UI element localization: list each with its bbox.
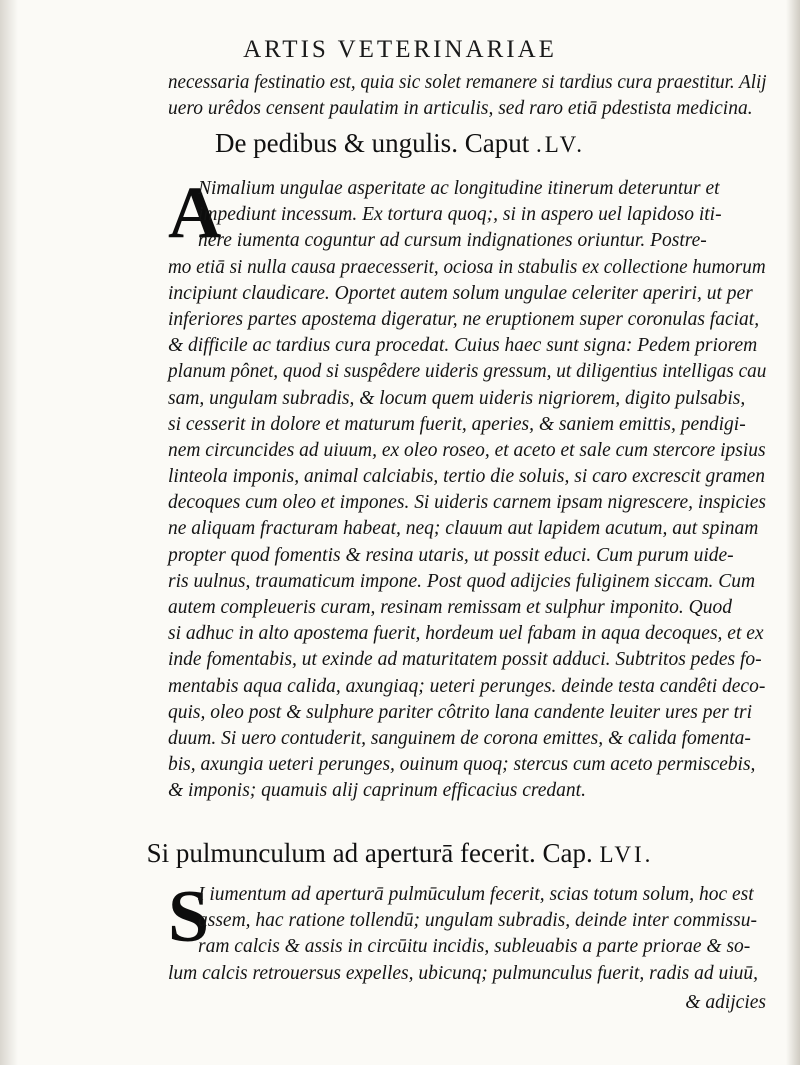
text-line: uero urêdos censent paulatim in articulis, sed raro etiā pdestista medicina.: [168, 98, 753, 120]
text-line: inde fomentabis, ut exinde ad maturitatem possit adduci. Subtritos pedes fo-: [168, 649, 762, 671]
chapter-56-body: [168, 876, 766, 987]
chapter-55-dropcap: A: [168, 172, 222, 254]
text-line: si cesserit in dolore et maturum fuerit, aperies, & saniem emittis, pendigi-: [168, 413, 746, 435]
text-line: & imponis; quamuis alij caprinum efficacius credant.: [168, 780, 586, 802]
text-line: mo etiā si nulla causa praecesserit, ociosa in stabulis ex collectione humorum: [168, 256, 766, 278]
text-line: I iumentum ad aperturā pulmūculum fecerit, scias totum solum, hoc est: [198, 884, 754, 905]
page-edge-shadow-right: [786, 0, 800, 1065]
text-line: assem, hac ratione tollendū; ungulam subradis, deinde inter commissu-: [198, 910, 757, 932]
running-head: ARTIS VETERINARIAE: [243, 36, 557, 63]
text-line: inferiores partes apostema digeratur, ne eruptionem super coronulas faciat,: [168, 308, 760, 330]
text-line: impediunt incessum. Ex tortura quoq;, si in aspero uel lapidoso iti-: [198, 204, 722, 226]
text-line: quis, oleo post & sulphure pariter côtrito lana candente leuiter ures per tri: [168, 701, 753, 723]
chapter-55-title: De pedibus & ungulis.: [214, 128, 458, 158]
text-line: decoques cum oleo et impones. Si uideris carnem ipsam nigrescere, inspicies: [168, 492, 766, 514]
chapter-56-number: LVI.: [599, 842, 654, 867]
catchword: & adijcies: [685, 992, 766, 1013]
chapter-55-number: .LV.: [535, 132, 586, 157]
chapter-56-title: Si pulmunculum ad aperturā fecerit.: [146, 838, 536, 868]
chapter-56-dropcap: S: [168, 876, 210, 958]
text-line: & difficile ac tardius cura procedat. Cuius haec sunt signa: Pedem priorem: [168, 335, 758, 357]
page-edge-shadow-left: [0, 0, 18, 1065]
text-line: sam, ungulam subradis, & locum quem uideris nigriorem, digito pulsabis,: [168, 387, 746, 409]
text-line: duum. Si uero contuderit, sanguinem de corona emittes, & calida fomenta-: [168, 727, 751, 749]
text-line: autem compleueris curam, resinam remissam et sulphur imponito. Quod: [168, 597, 733, 618]
text-line: planum pônet, quod si suspêdere uideris gressum, ut diligentius intelligas cau: [168, 361, 767, 383]
preceding-text: [168, 70, 766, 122]
chapter-55-label: Caput: [464, 128, 530, 158]
text-line: Nimalium ungulae asperitate ac longitudine itinerum deteruntur et: [198, 178, 720, 199]
text-line: si adhuc in alto apostema fuerit, hordeum uel fabam in aqua decoques, et ex: [168, 623, 764, 645]
text-line: ram calcis & assis in circūitu incidis, subleuabis a parte priorae & so-: [198, 936, 751, 958]
text-line: bis, axungia ueteri perunges, ouinum quoq; stercus cum aceto permiscebis,: [168, 754, 756, 776]
text-line: ne aliquam fracturam habeat, neq; clauum aut lapidem acutum, aut spinam: [168, 518, 759, 540]
chapter-56-heading: [0, 838, 800, 869]
text-line: propter quod fomentis & resina utaris, ut possit educi. Cum purum uide-: [168, 544, 734, 566]
text-line: incipiunt claudicare. Oportet autem solum ungulae celeriter aperiri, ut per: [168, 282, 753, 304]
text-line: ris uulnus, traumaticum impone. Post quod adijcies fuliginem siccam. Cum: [168, 570, 756, 592]
text-line: lum calcis retrouersus expelles, ubicunq; pulmunculus fuerit, radis ad uiuū,: [168, 962, 758, 984]
chapter-55-heading: [0, 128, 800, 159]
text-line: mentabis aqua calida, axungiaq; ueteri perunges. deinde testa candêti deco-: [168, 675, 766, 697]
chapter-55-body: [168, 172, 767, 805]
text-line: necessaria festinatio est, quia sic solet remanere si tardius cura praestitur. Alij: [168, 72, 767, 93]
text-line: nere iumenta coguntur ad cursum indignationes oriuntur. Postre-: [198, 230, 707, 252]
chapter-56-label: Cap.: [542, 838, 593, 868]
text-line: linteola imponis, animal calciabis, tertio die soluis, si caro excrescit gramen: [168, 466, 766, 488]
text-line: nem circuncides ad uiuum, ex oleo roseo, et aceto et sale cum stercore ipsius: [168, 439, 766, 461]
